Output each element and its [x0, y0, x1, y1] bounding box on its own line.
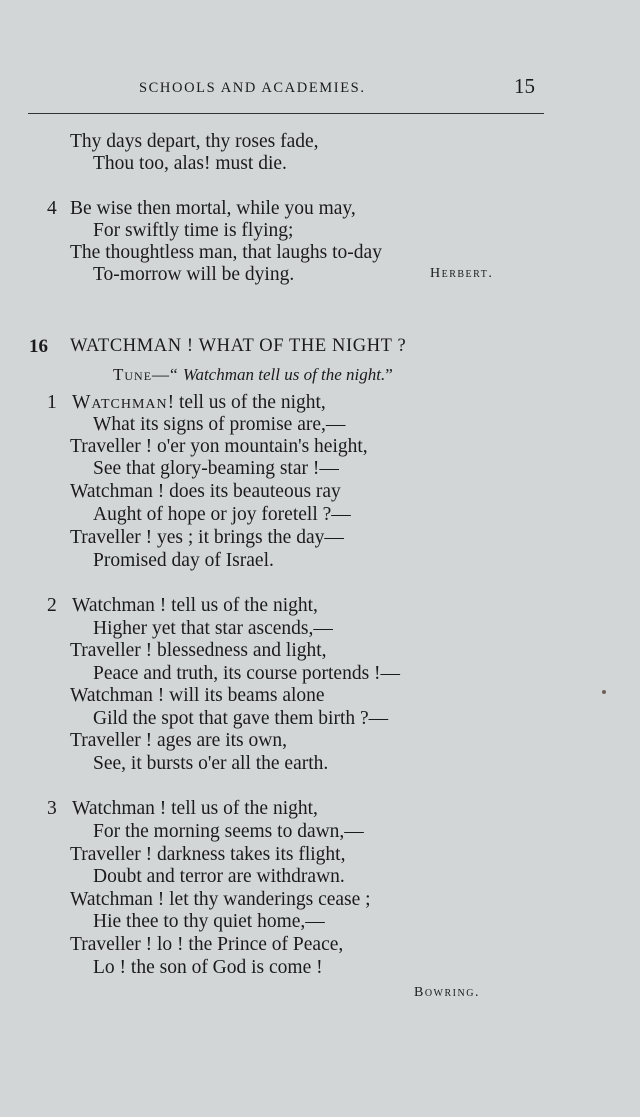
verse-line: Watchman ! tell us of the night,: [72, 595, 318, 616]
paper-speck: [602, 690, 606, 694]
author-attribution: Bowring.: [414, 985, 480, 1000]
verse-line: The thoughtless man, that laughs to-day: [70, 242, 382, 263]
verse-line: Higher yet that star ascends,—: [93, 618, 333, 639]
verse-line: Watchman ! will its beams alone: [70, 685, 325, 706]
verse-line: Gild the spot that gave them birth ?—: [93, 708, 389, 729]
verse-line: Thou too, alas! must die.: [93, 153, 287, 174]
verse-line: Lo ! the son of God is come !: [93, 957, 323, 978]
verse-line: Traveller ! lo ! the Prince of Peace,: [70, 934, 344, 955]
verse-line: See, it bursts o'er all the earth.: [93, 753, 329, 774]
author-attribution: Herbert.: [430, 266, 494, 281]
first-line-rest: ! tell us of the night,: [167, 392, 326, 413]
verse-line: Watchman ! does its beauteous ray: [70, 481, 341, 502]
tune-line: [113, 365, 393, 385]
tune-label: Tune—“: [113, 365, 179, 384]
stanza-number: 1: [47, 392, 57, 413]
stanza-number: 3: [47, 798, 57, 819]
verse-line: Thy days depart, thy roses fade,: [70, 131, 319, 152]
verse-line: Traveller ! darkness takes its flight,: [70, 844, 346, 865]
verse-line: Be wise then mortal, while you may,: [70, 198, 356, 219]
hymn-title: WATCHMAN ! WHAT OF THE NIGHT ?: [70, 336, 407, 356]
running-header: SCHOOLS AND ACADEMIES.: [139, 80, 366, 96]
tune-name: Watchman tell us of the night.: [182, 365, 386, 384]
verse-line: Aught of hope or joy foretell ?—: [93, 504, 351, 525]
tune-close: ”: [385, 365, 393, 384]
verse-line: Peace and truth, its course portends !—: [93, 663, 401, 684]
verse-line: To-morrow will be dying.: [93, 264, 295, 285]
verse-line: Traveller ! yes ; it brings the day—: [70, 527, 344, 548]
verse-line: Traveller ! o'er yon mountain's height,: [70, 436, 368, 457]
hymn-number: 16: [29, 336, 48, 357]
verse-line: Traveller ! ages are its own,: [70, 730, 287, 751]
first-word: Watchman: [72, 392, 168, 413]
verse-line: Promised day of Israel.: [93, 550, 274, 571]
verse-line: Hie thee to thy quiet home,—: [93, 911, 325, 932]
verse-line: Doubt and terror are withdrawn.: [93, 866, 345, 887]
verse-line: What its signs of promise are,—: [93, 414, 346, 435]
verse-line: For swiftly time is flying;: [93, 220, 294, 241]
header-rule: [28, 113, 544, 114]
stanza-number: 4: [47, 198, 57, 219]
verse-line: [72, 392, 326, 414]
verse-line: For the morning seems to dawn,—: [93, 821, 364, 842]
page-number: 15: [514, 74, 535, 98]
stanza-number: 2: [47, 595, 57, 616]
verse-line: Traveller ! blessedness and light,: [70, 640, 327, 661]
verse-line: Watchman ! let thy wanderings cease ;: [70, 889, 371, 910]
verse-line: Watchman ! tell us of the night,: [72, 798, 318, 819]
verse-line: See that glory-beaming star !—: [93, 458, 339, 479]
